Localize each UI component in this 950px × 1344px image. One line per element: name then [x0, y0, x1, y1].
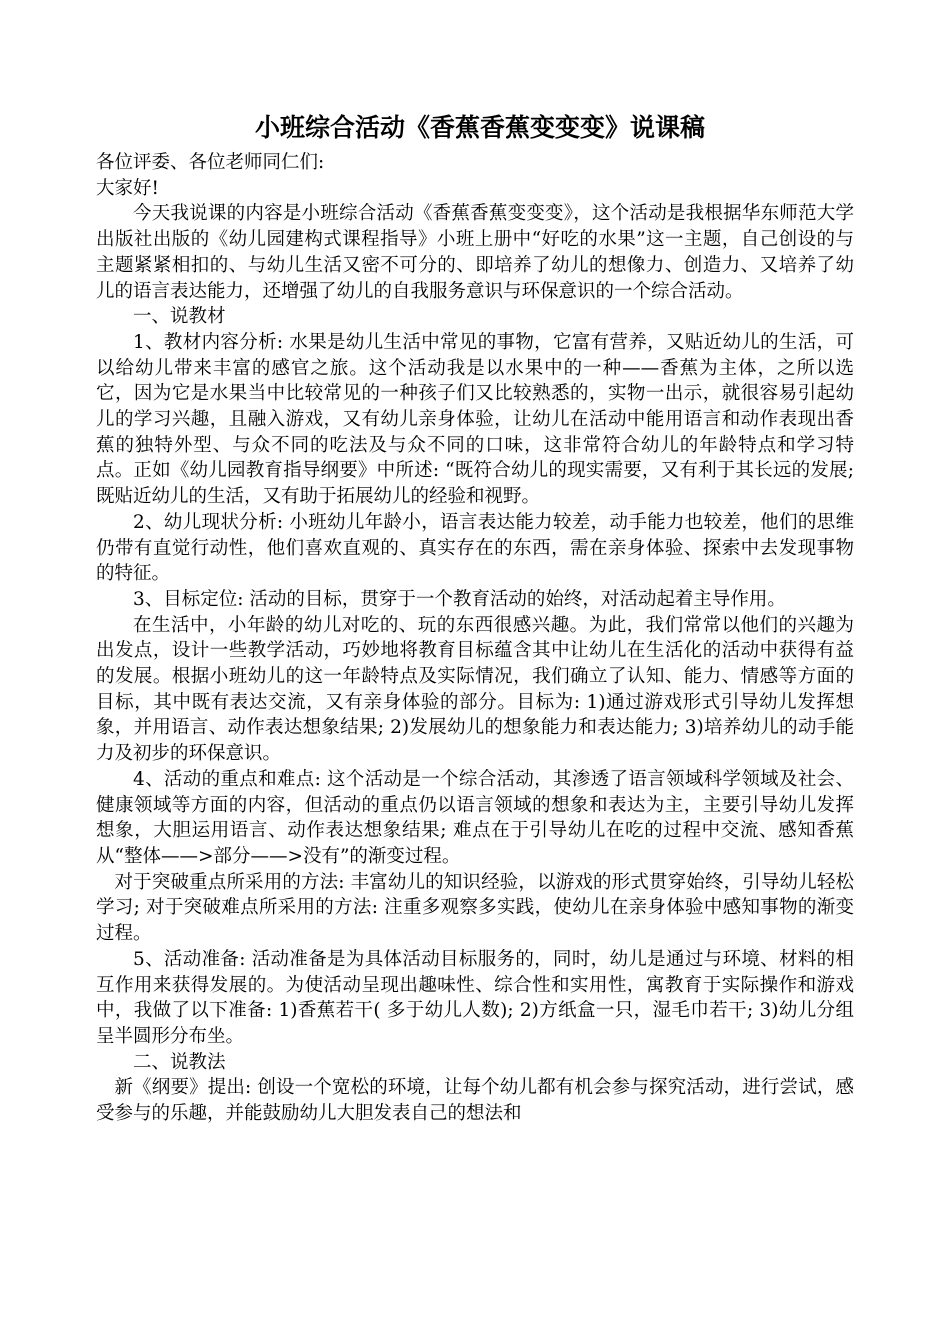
paragraph: 各位评委、各位老师同仁们: — [96, 152, 325, 173]
paragraph: 1、教材内容分析: 水果是幼儿生活中常见的事物，它富有营养，又贴近幼儿的生活，可以给幼儿带来丰富的感官之旅。这个活动我是以水果中的一种——香蕉为主体，之所以选它，因为它是水果当中比较常见的一种孩子们又比较熟悉的，实物一出示，就很容易引起幼儿的学习兴趣，且融入游戏，又有幼儿亲身体验，让幼儿在活动中能用语言和动作表现出香蕉的独特外型、与众不同的吃法及与众不同的口味，这非常符合幼儿的年龄特点和学习特点。正如《幼儿园教育指导纲要》中所述: “既符合幼儿的现实需要，又有利于其长远的发展; 既贴近幼儿的生活，又有助于拓展幼儿的经验和视野。 — [96, 331, 854, 508]
paragraph: 2、幼儿现状分析: 小班幼儿年龄小，语言表达能力较差，动手能力也较差，他们的思维仍带有直觉行动性，他们喜欢直观的、真实存在的东西，需在亲身体验、探索中去发现事物的特征。 — [96, 511, 854, 585]
document-page — [96, 108, 854, 1127]
paragraph: 二、说教法 — [133, 1051, 226, 1073]
paragraph: 对于突破重点所采用的方法: 丰富幼儿的知识经验，以游戏的形式贯穿始终，引导幼儿轻松学习; 对于突破难点所采用的方法: 注重多观察多实践，使幼儿在亲身体验中感知事物的渐变过程。 — [96, 871, 854, 945]
paragraph: 大家好! — [96, 177, 159, 199]
paragraph: 新《纲要》提出: 创设一个宽松的环境，让每个幼儿都有机会参与探究活动，进行尝试，感受参与的乐趣，并能鼓励幼儿大胆发表自己的想法和 — [96, 1077, 854, 1125]
paragraph: 今天我说课的内容是小班综合活动《香蕉香蕉变变变》，这个活动是我根据华东师范大学出版社出版的《幼儿园建构式课程指导》小班上册中“好吃的水果”这一主题，自己创设的与主题紧紧相扣的、与幼儿生活又密不可分的、即培养了幼儿的想像力、创造力、又培养了幼儿的语言表达能力，还增强了幼儿的自我服务意识与环保意识的一个综合活动。 — [96, 203, 854, 302]
paragraph: 4、活动的重点和难点: 这个活动是一个综合活动，其渗透了语言领域科学领域及社会、健康领域等方面的内容，但活动的重点仍以语言领域的想象和表达为主，主要引导幼儿发挥想象，大胆运用语言、动作表达想象结果; 难点在于引导幼儿在吃的过程中交流、感知香蕉从“整体——>部分——>没有”的渐变过程。 — [96, 768, 854, 867]
paragraph: 在生活中，小年龄的幼儿对吃的、玩的东西很感兴趣。为此，我们常常以他们的兴趣为出发点，设计一些教学活动，巧妙地将教育目标蕴含其中让幼儿在生活化的活动中获得有益的发展。根据小班幼儿的这一年龄特点及实际情况，我们确立了认知、能力、情感等方面的目标，其中既有表达交流，又有亲身体验的部分。目标为: 1)通过游戏形式引导幼儿发挥想象，并用语言、动作表达想象结果; 2)发展幼儿的想象能力和表达能力; 3)培养幼儿的动手能力及初步的环保意识。 — [96, 614, 854, 765]
page-title: 小班综合活动《香蕉香蕉变变变》说课稿 — [254, 113, 705, 142]
paragraph: 3、目标定位: 活动的目标，贯穿于一个教育活动的始终，对活动起着主导作用。 — [133, 588, 786, 610]
paragraph: 5、活动准备: 活动准备是为具体活动目标服务的，同时，幼儿是通过与环境、材料的相互作用来获得发展的。为使活动呈现出趣味性、综合性和实用性，寓教育于实际操作和游戏中，我做了以下准备: 1)香蕉若干( 多于幼儿人数); 2)方纸盒一只，湿毛巾若干; 3)幼儿分组呈半圆形分布坐。 — [96, 948, 854, 1047]
paragraph: 一、说教材 — [133, 306, 226, 328]
document-body — [96, 150, 854, 1127]
